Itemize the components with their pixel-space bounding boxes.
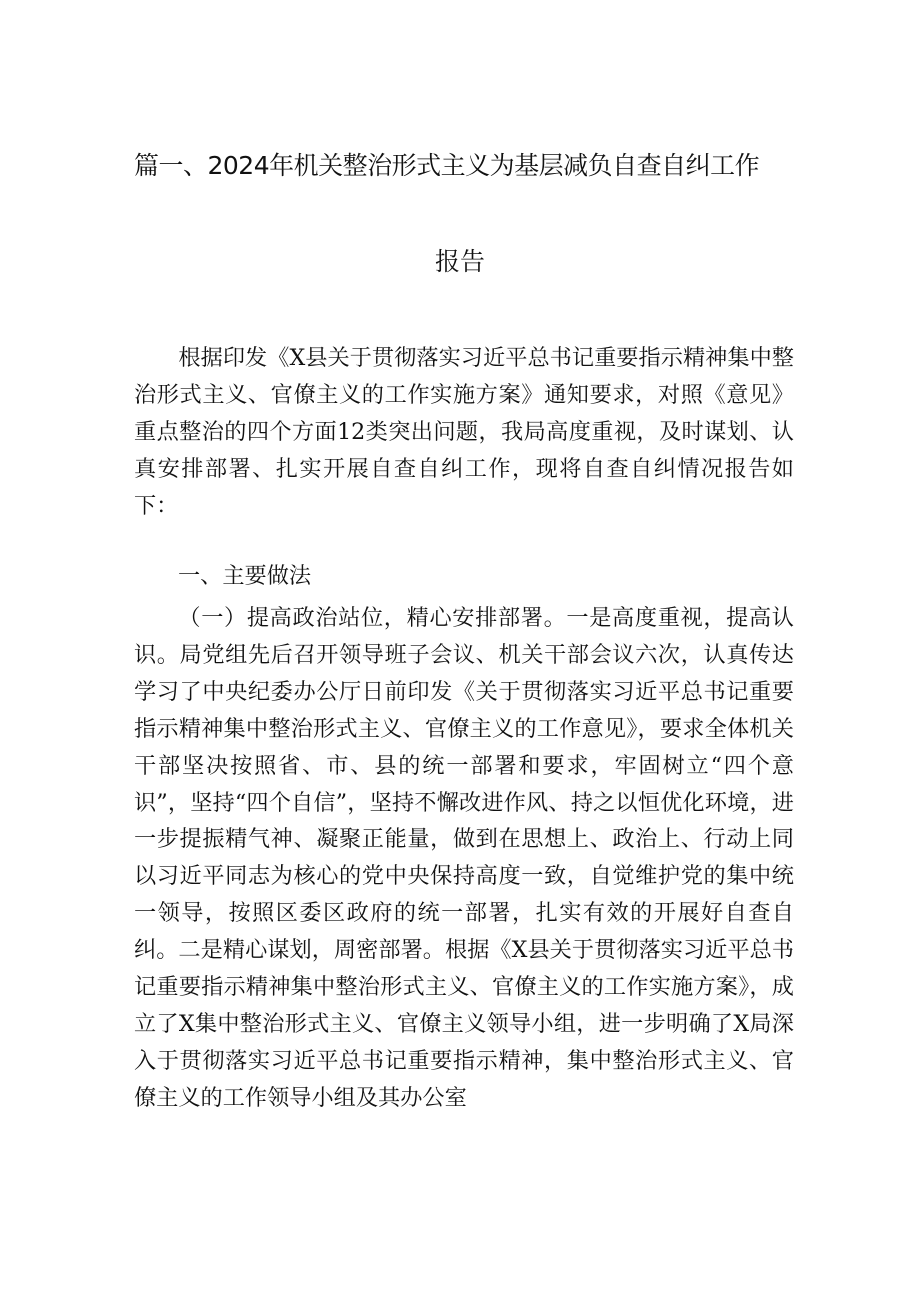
section-heading: 一、主要做法 xyxy=(178,563,312,589)
intro-paragraph: 根据印发《X县关于贯彻落实习近平总书记重要指示精神集中整治形式主义、官僚主义的工作实施方案》通知要求，对照《意见》重点整治的四个方面12类突出问题，我局高度重视，及时谋划、认真安排部署、扎实开展自查自纠工作，现将自查自纠情况报告如下： xyxy=(134,345,794,519)
document-title: 篇一、2024年机关整治形式主义为基层减负自查自纠工作 xyxy=(134,151,760,180)
section-paragraph: （一）提高政治站位，精心安排部署。一是高度重视，提高认识。局党组先后召开领导班子会议、机关干部会议六次，认真传达学习了中央纪委办公厅日前印发《关于贯彻落实习近平总书记重要指示精神集中整治形式主义、官僚主义的工作意见》，要求全体机关干部坚决按照省、市、县的统一部署和要求，牢固树立“四个意识”，坚持“四个自信”，坚持不懈改进作风、持之以恒优化环境，进一步提振精气神、凝聚正能量，做到在思想上、政治上、行动上同以习近平同志为核心的党中央保持高度一致，自觉维护党的集中统一领导，按照区委区政府的统一部署，扎实有效的开展好自查自纠。二是精心谋划，周密部署。根据《X县关于贯彻落实习近平总书记重要指示精神集中整治形式主义、官僚主义的工作实施方案》，成立了X集中整治形式主义、官僚主义领导小组，进一步明确了X局深入于贯彻落实习近平总书记重要指示精神，集中整治形式主义、官僚主义的工作领导小组及其办公室 xyxy=(134,605,794,1111)
document-title-continued: 报告 xyxy=(434,247,485,276)
